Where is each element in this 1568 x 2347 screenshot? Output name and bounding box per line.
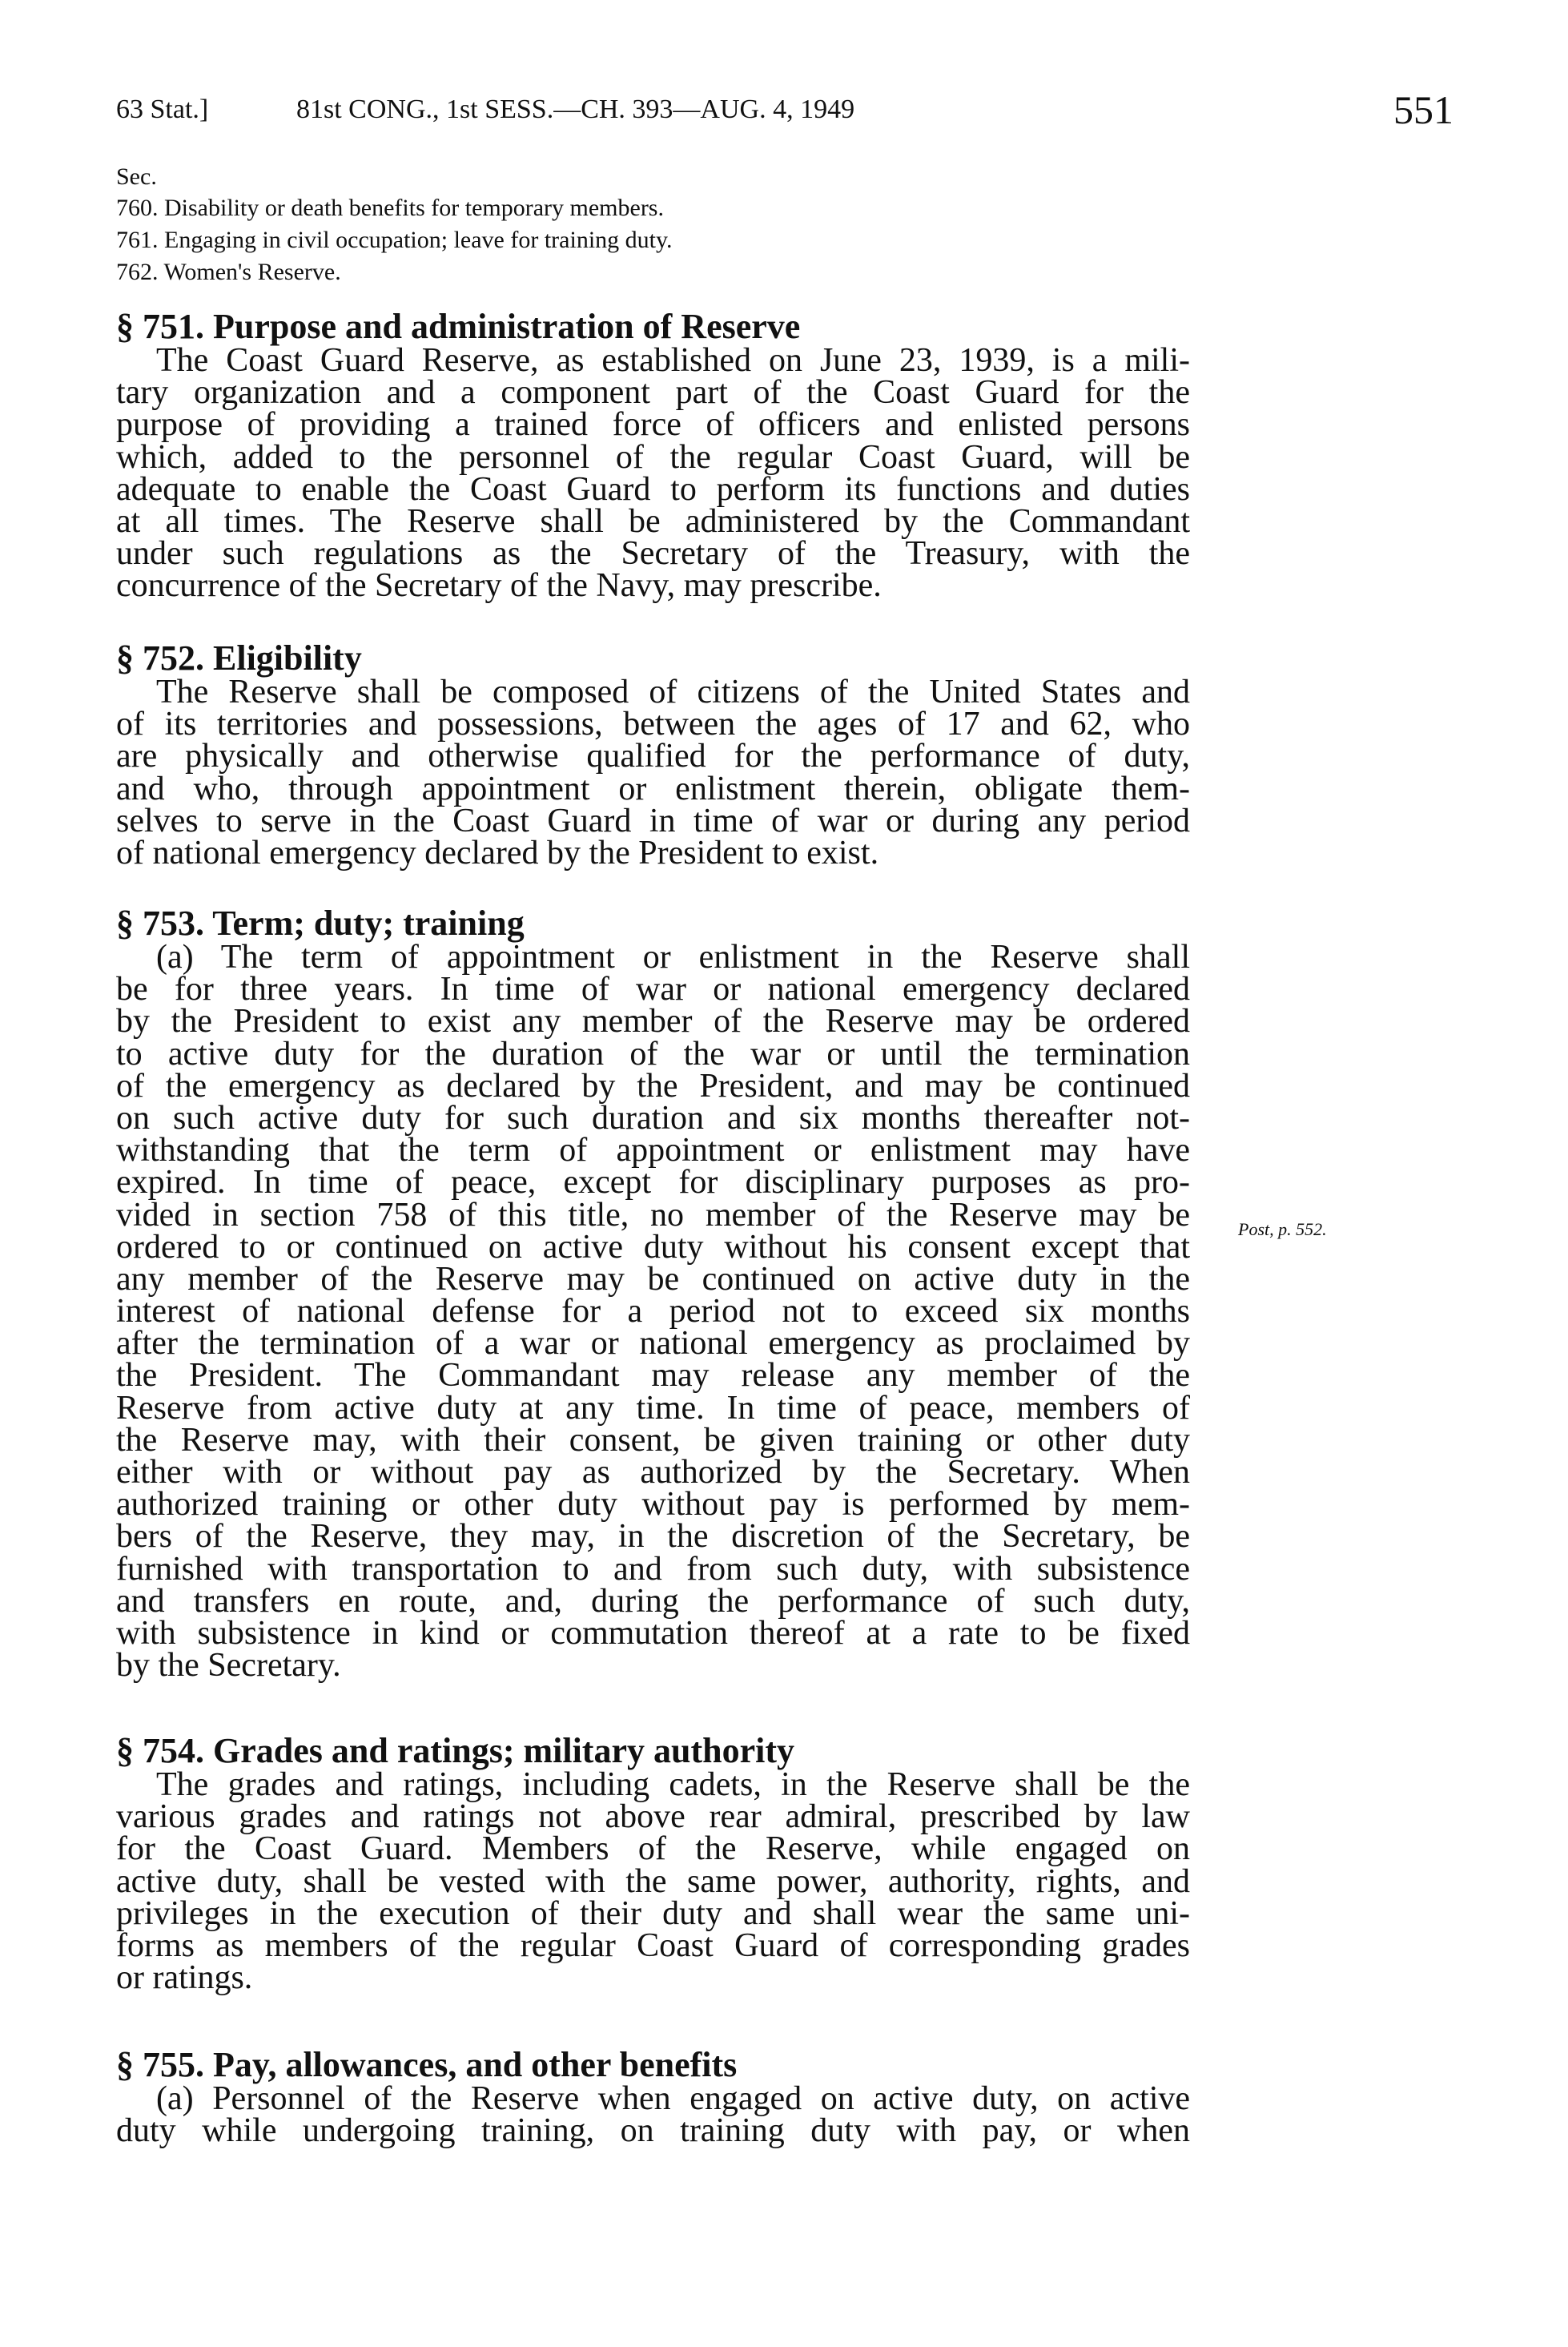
text-line: The grades and ratings, including cadets, in the Reserve shall be the <box>156 1766 1190 1803</box>
section-body <box>116 674 1190 872</box>
toc-label: Sec. <box>116 163 157 190</box>
text-line: vided in section 758 of this title, no member of the Reserve may be <box>116 1196 1190 1234</box>
section-body <box>116 1766 1190 1997</box>
text-line: any member of the Reserve may be continued on active duty in the <box>116 1260 1190 1298</box>
toc-item: 761. Engaging in civil occupation; leave for training duty. <box>116 227 673 253</box>
section-body <box>116 939 1190 1685</box>
text-line: either with or without pay as authorized by the Secretary. When <box>116 1454 1190 1491</box>
text-line: for the Coast Guard. Members of the Reserve, while engaged on <box>116 1830 1190 1868</box>
section-heading: § 751. Purpose and administration of Reserve <box>116 307 801 346</box>
toc-item: 762. Women's Reserve. <box>116 259 341 285</box>
text-line: of the emergency as declared by the President, and may be continued <box>116 1067 1190 1105</box>
running-header: 81st CONG., 1st SESS.—CH. 393—AUG. 4, 1949 <box>296 95 855 124</box>
text-line: after the termination of a war or national emergency as proclaimed by <box>116 1325 1190 1363</box>
text-line: (a) Personnel of the Reserve when engaged on active duty, on active <box>156 2080 1190 2117</box>
section-heading: § 752. Eligibility <box>116 638 362 678</box>
text-line: The Reserve shall be composed of citizens of the United States and <box>156 674 1190 711</box>
margin-note: Post, p. 552. <box>1238 1219 1327 1239</box>
section-heading: § 754. Grades and ratings; military authority <box>116 1731 794 1770</box>
text-line: of national emergency declared by the President to exist. <box>116 834 879 872</box>
page-number: 551 <box>1393 87 1453 132</box>
text-line: at all times. The Reserve shall be administered by the Commandant <box>116 502 1190 540</box>
text-line: which, added to the personnel of the regular Coast Guard, will be <box>116 438 1190 476</box>
section-body <box>116 2080 1190 2150</box>
text-line: furnished with transportation to and from such duty, with subsistence <box>116 1550 1190 1588</box>
text-line: and who, through appointment or enlistment therein, obligate them- <box>116 770 1190 807</box>
text-line: (a) The term of appointment or enlistment in the Reserve shall <box>156 939 1190 976</box>
text-line: ordered to or continued on active duty without his consent except that <box>116 1228 1190 1266</box>
text-line: purpose of providing a trained force of officers and enlisted persons <box>116 406 1190 444</box>
text-line: active duty, shall be vested with the same power, authority, rights, and <box>116 1862 1190 1900</box>
text-line: to active duty for the duration of the war or until the termination <box>116 1035 1190 1073</box>
text-line: authorized training or other duty without pay is performed by mem- <box>116 1486 1190 1524</box>
text-line: concurrence of the Secretary of the Navy, may prescribe. <box>116 567 882 605</box>
text-line: privileges in the execution of their duty and shall wear the same uni- <box>116 1894 1190 1932</box>
text-line: and transfers en route, and, during the performance of such duty, <box>116 1582 1190 1620</box>
text-line: the Reserve may, with their consent, be given training or other duty <box>116 1421 1190 1459</box>
text-line: are physically and otherwise qualified for the performance of duty, <box>116 738 1190 775</box>
section-heading: § 753. Term; duty; training <box>116 904 525 943</box>
text-line: selves to serve in the Coast Guard in time of war or during any period <box>116 802 1190 839</box>
text-line: bers of the Reserve, they may, in the discretion of the Secretary, be <box>116 1518 1190 1556</box>
volume-reference: 63 Stat.] <box>116 95 209 124</box>
text-line: interest of national defense for a period not to exceed six months <box>116 1293 1190 1331</box>
text-line: of its territories and possessions, between the ages of 17 and 62, who <box>116 706 1190 743</box>
section-body <box>116 342 1190 605</box>
section-heading: § 755. Pay, allowances, and other benefits <box>116 2045 738 2084</box>
text-line: withstanding that the term of appointment or enlistment may have <box>116 1132 1190 1169</box>
text-line: or ratings. <box>116 1959 253 1997</box>
text-line: duty while undergoing training, on training duty with pay, or when <box>116 2112 1190 2150</box>
text-line: various grades and ratings not above rear admiral, prescribed by law <box>116 1798 1190 1836</box>
text-line: by the Secretary. <box>116 1647 341 1685</box>
text-line: on such active duty for such duration and six months thereafter not- <box>116 1099 1190 1137</box>
text-line: Reserve from active duty at any time. In time of peace, members of <box>116 1389 1190 1427</box>
text-line: adequate to enable the Coast Guard to perform its functions and duties <box>116 470 1190 508</box>
toc-item: 760. Disability or death benefits for temporary members. <box>116 195 664 221</box>
text-line: The Coast Guard Reserve, as established on June 23, 1939, is a mili- <box>156 342 1190 379</box>
text-line: with subsistence in kind or commutation thereof at a rate to be fixed <box>116 1614 1190 1652</box>
text-line: tary organization and a component part of the Coast Guard for the <box>116 374 1190 412</box>
text-line: be for three years. In time of war or national emergency declared <box>116 971 1190 1008</box>
text-line: under such regulations as the Secretary of the Treasury, with the <box>116 535 1190 573</box>
text-line: the President. The Commandant may release any member of the <box>116 1357 1190 1395</box>
text-line: expired. In time of peace, except for disciplinary purposes as pro- <box>116 1164 1190 1202</box>
text-line: by the President to exist any member of the Reserve may be ordered <box>116 1003 1190 1041</box>
text-line: forms as members of the regular Coast Guard of corresponding grades <box>116 1926 1190 1964</box>
